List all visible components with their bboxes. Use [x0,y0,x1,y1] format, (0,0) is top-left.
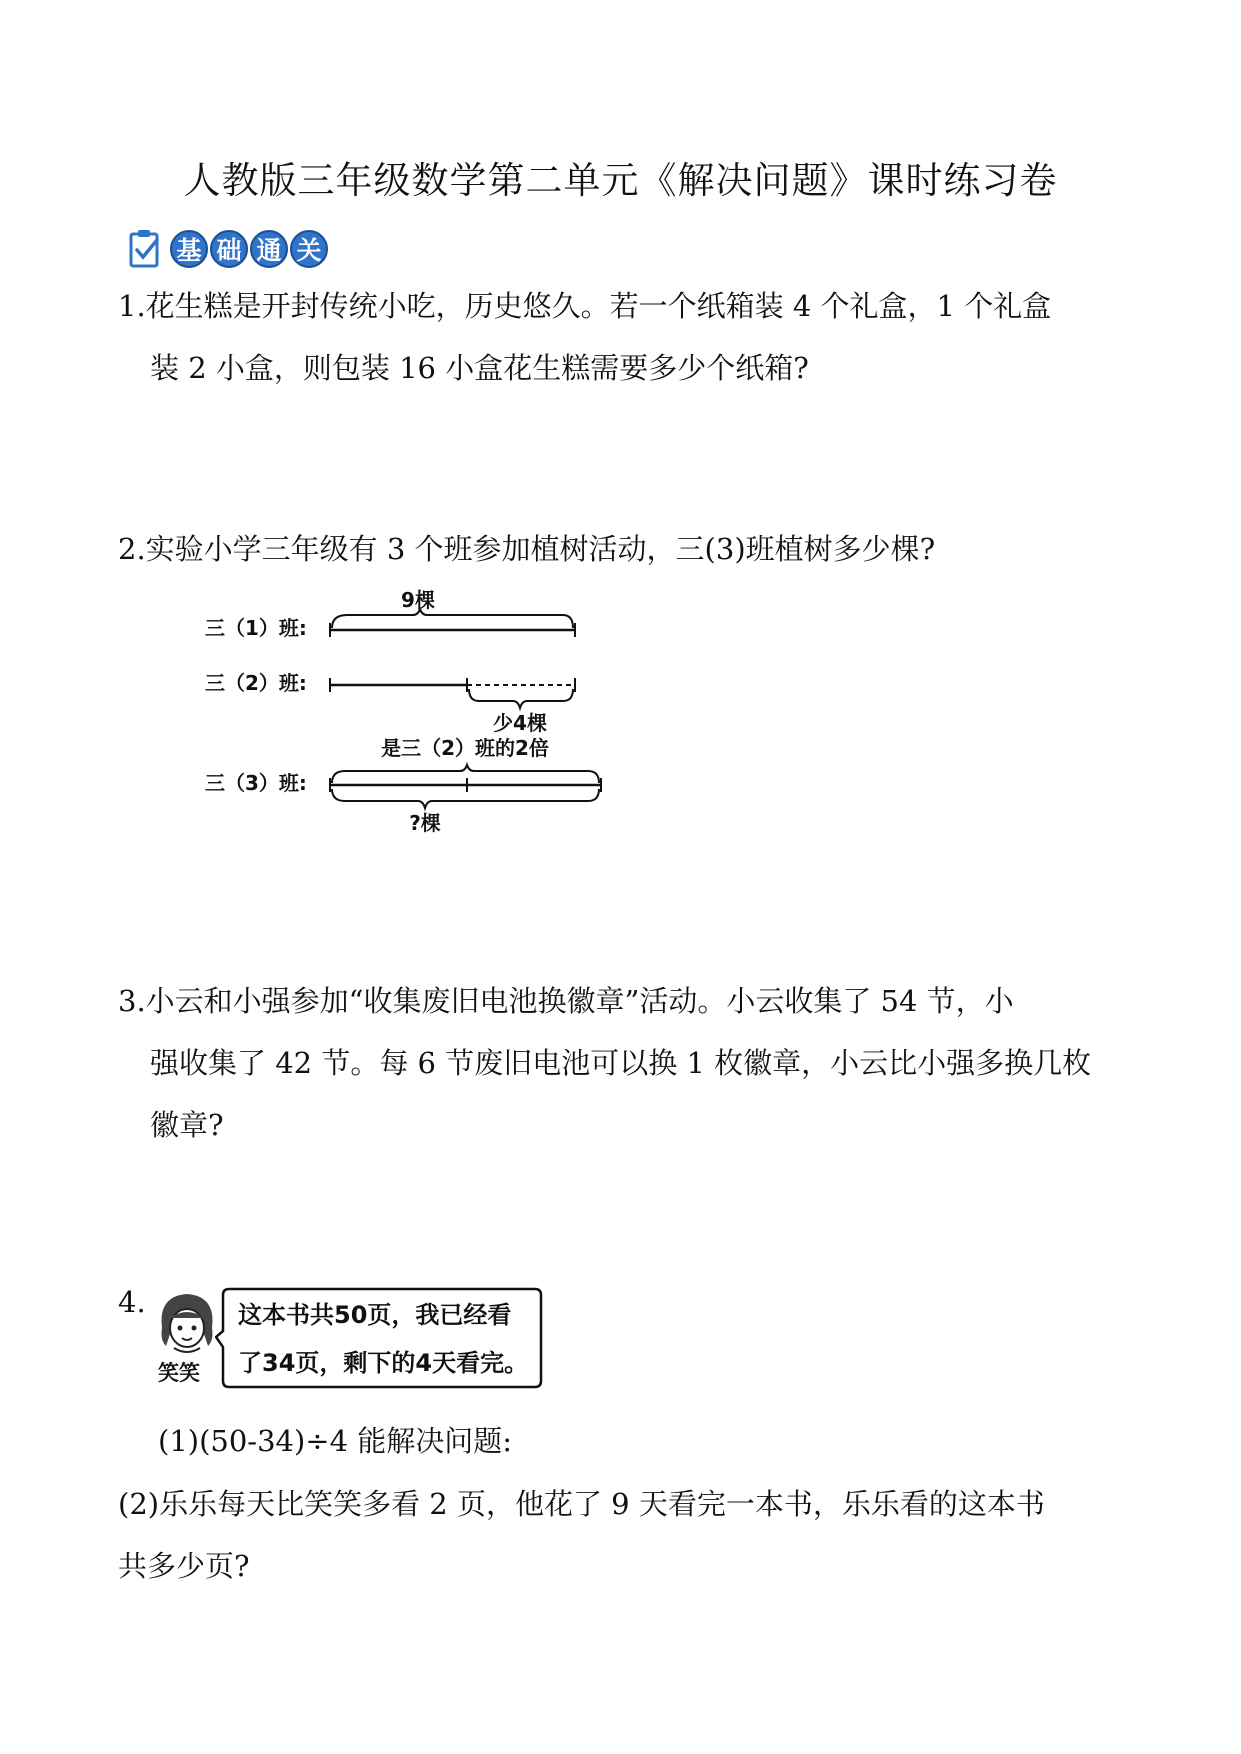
speech-line-1: 这本书共50页，我已经看 [238,1301,512,1329]
question-3-line3: 徽章? [150,1108,224,1142]
label-4-less: 少4棵 [493,711,547,735]
question-number: 3. [118,984,146,1018]
question-3-line2: 强收集了 42 节。每 6 节废旧电池可以换 1 枚徽章，小云比小强多换几枚 [150,1046,1092,1080]
question-4-sub1: (1)(50-34)÷4 能解决问题: [158,1424,513,1458]
question-4-number: 4. [118,1285,146,1319]
question-text: 小云和小强参加“收集废旧电池换徽章”活动。小云收集了 54 节，小 [145,984,1014,1018]
question-text: 实验小学三年级有 3 个班参加植树活动，三(3)班植树多少棵? [145,532,936,566]
badge-char: 通 [250,230,288,268]
speech-line-2: 了34页，剩下的4天看完。 [238,1349,529,1377]
question-text: 花生糕是开封传统小吃，历史悠久。若一个纸箱装 4 个礼盒，1 个礼盒 [145,289,1052,323]
badge-char: 基 [170,230,208,268]
character-name: 笑笑 [158,1361,200,1385]
question-1 [118,275,1051,337]
page-title: 人教版三年级数学第二单元《解决问题》课时练习卷 [183,159,1058,202]
brace-class3-bottom [332,789,599,808]
clipboard-check-icon [128,228,162,270]
tree-planting-diagram [195,585,635,850]
section-badge [170,230,328,268]
question-3 [118,970,1014,1032]
row-label-class3: 三（3）班: [205,771,307,795]
girl-illustration [152,1288,222,1358]
label-unknown: ?棵 [409,811,441,835]
question-2 [118,518,935,580]
badge-char: 关 [290,230,328,268]
row-label-class1: 三（1）班: [205,616,307,640]
badge-char: 础 [210,230,248,268]
brace-class3-top [332,765,599,783]
section-header [128,225,328,273]
brace-class1 [332,609,573,628]
label-double: 是三（2）班的2倍 [381,736,549,760]
question-number: 2. [118,532,146,566]
row-label-class2: 三（2）班: [205,671,307,695]
question-1-line2: 装 2 小盒，则包装 16 小盒花生糕需要多少个纸箱? [150,351,809,385]
question-4-sub2-line2: 共多少页? [118,1549,250,1583]
label-9-trees: 9棵 [401,588,435,612]
brace-class2 [469,689,573,708]
question-number: 1. [118,289,146,323]
question-4-sub2-line1: (2)乐乐每天比笑笑多看 2 页，他花了 9 天看完一本书，乐乐看的这本书 [118,1487,1045,1521]
